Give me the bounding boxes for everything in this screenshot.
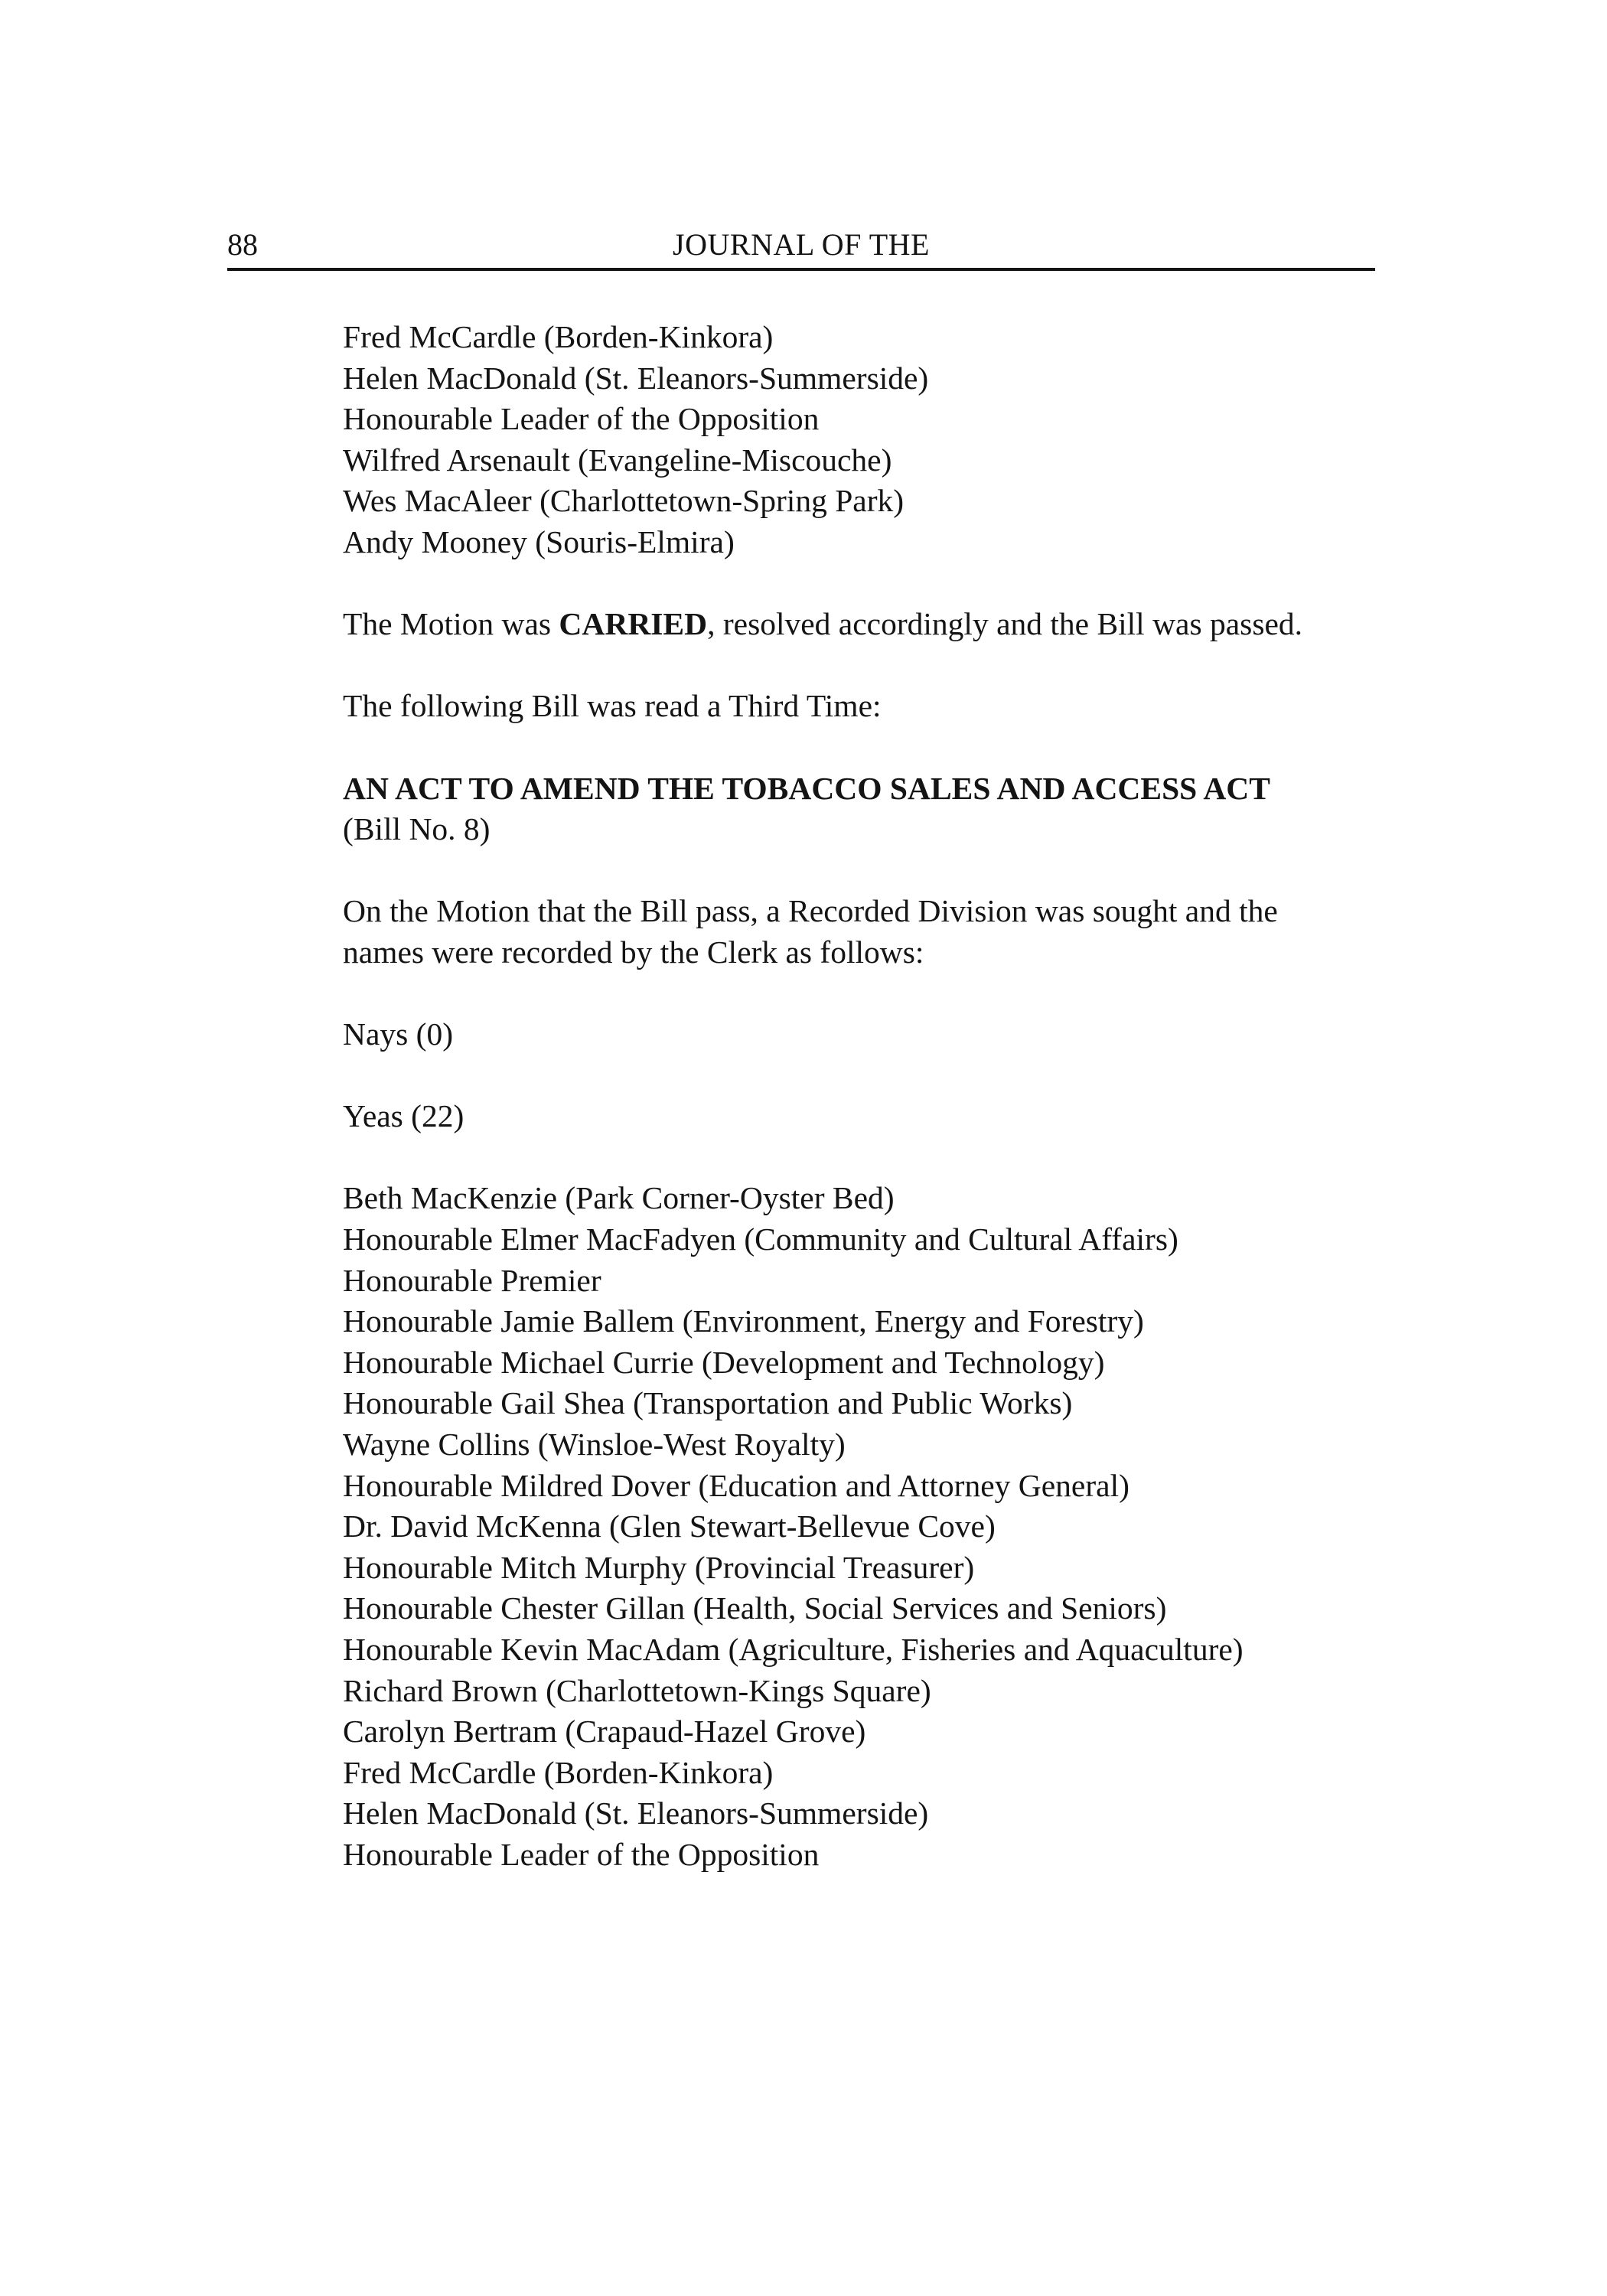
member-entry: Wilfred Arsenault (Evangeline-Miscouche) — [343, 442, 892, 478]
member-entry: Fred McCardle (Borden-Kinkora) — [343, 319, 774, 354]
running-head: JOURNAL OF THE — [673, 227, 930, 262]
bill-title: AN ACT TO AMEND THE TOBACCO SALES AND ACCESS ACT — [343, 770, 1270, 806]
member-entry: Helen MacDonald (St. Eleanors-Summerside) — [343, 360, 929, 396]
member-entry: Andy Mooney (Souris-Elmira) — [343, 523, 735, 559]
nays-label: Nays (0) — [343, 1016, 454, 1052]
yea-member-entry: Honourable Premier — [343, 1262, 601, 1298]
bill-heading — [343, 768, 1384, 850]
yea-member-entry: Honourable Elmer MacFadyen (Community and Cultural Affairs) — [343, 1221, 1178, 1257]
yea-member-entry: Beth MacKenzie (Park Corner-Oyster Bed) — [343, 1180, 895, 1216]
page-number: 88 — [227, 227, 258, 262]
motion-result-suffix: , resolved accordingly and the Bill was passed. — [707, 606, 1303, 642]
yea-member-entry: Honourable Mildred Dover (Education and Attorney General) — [343, 1467, 1129, 1503]
yea-member-entry: Helen MacDonald (St. Eleanors-Summerside) — [343, 1795, 929, 1831]
bill-number: (Bill No. 8) — [343, 811, 491, 847]
yea-member-entry: Honourable Leader of the Opposition — [343, 1836, 820, 1872]
yea-member-entry: Honourable Jamie Ballem (Environment, Energy and Forestry) — [343, 1303, 1144, 1339]
member-entry: Honourable Leader of the Opposition — [343, 401, 820, 437]
yea-member-entry: Wayne Collins (Winsloe-West Royalty) — [343, 1427, 846, 1463]
yea-member-entry: Carolyn Bertram (Crapaud-Hazel Grove) — [343, 1714, 866, 1750]
yea-member-entry: Dr. David McKenna (Glen Stewart-Bellevue Cove) — [343, 1508, 996, 1544]
motion-result-paragraph — [343, 604, 1384, 645]
division-text-line-2: names were recorded by the Clerk as follows: — [343, 934, 924, 970]
third-reading-intro: The following Bill was read a Third Time: — [343, 688, 882, 724]
yeas-label: Yeas (22) — [343, 1098, 464, 1134]
division-text-line-1: On the Motion that the Bill pass, a Recorded Division was sought and the — [343, 893, 1278, 929]
members-list-top — [343, 317, 1384, 563]
yeas-members-list — [343, 1178, 1384, 1875]
page-header — [227, 227, 1375, 271]
yea-member-entry: Richard Brown (Charlottetown-Kings Square) — [343, 1672, 931, 1708]
motion-result-emphasis: CARRIED — [559, 606, 708, 642]
member-entry: Wes MacAleer (Charlottetown-Spring Park) — [343, 483, 905, 519]
division-paragraph — [343, 891, 1384, 973]
motion-result-prefix: The Motion was — [343, 606, 559, 642]
yea-member-entry: Honourable Kevin MacAdam (Agriculture, Fisheries and Aquaculture) — [343, 1632, 1244, 1667]
yea-member-entry: Fred McCardle (Borden-Kinkora) — [343, 1754, 774, 1790]
yea-member-entry: Honourable Gail Shea (Transportation and Public Works) — [343, 1385, 1073, 1421]
yea-member-entry: Honourable Chester Gillan (Health, Social Services and Seniors) — [343, 1590, 1167, 1626]
journal-body — [343, 317, 1384, 1876]
yea-member-entry: Honourable Michael Currie (Development and Technology) — [343, 1344, 1105, 1380]
yea-member-entry: Honourable Mitch Murphy (Provincial Treasurer) — [343, 1549, 975, 1585]
